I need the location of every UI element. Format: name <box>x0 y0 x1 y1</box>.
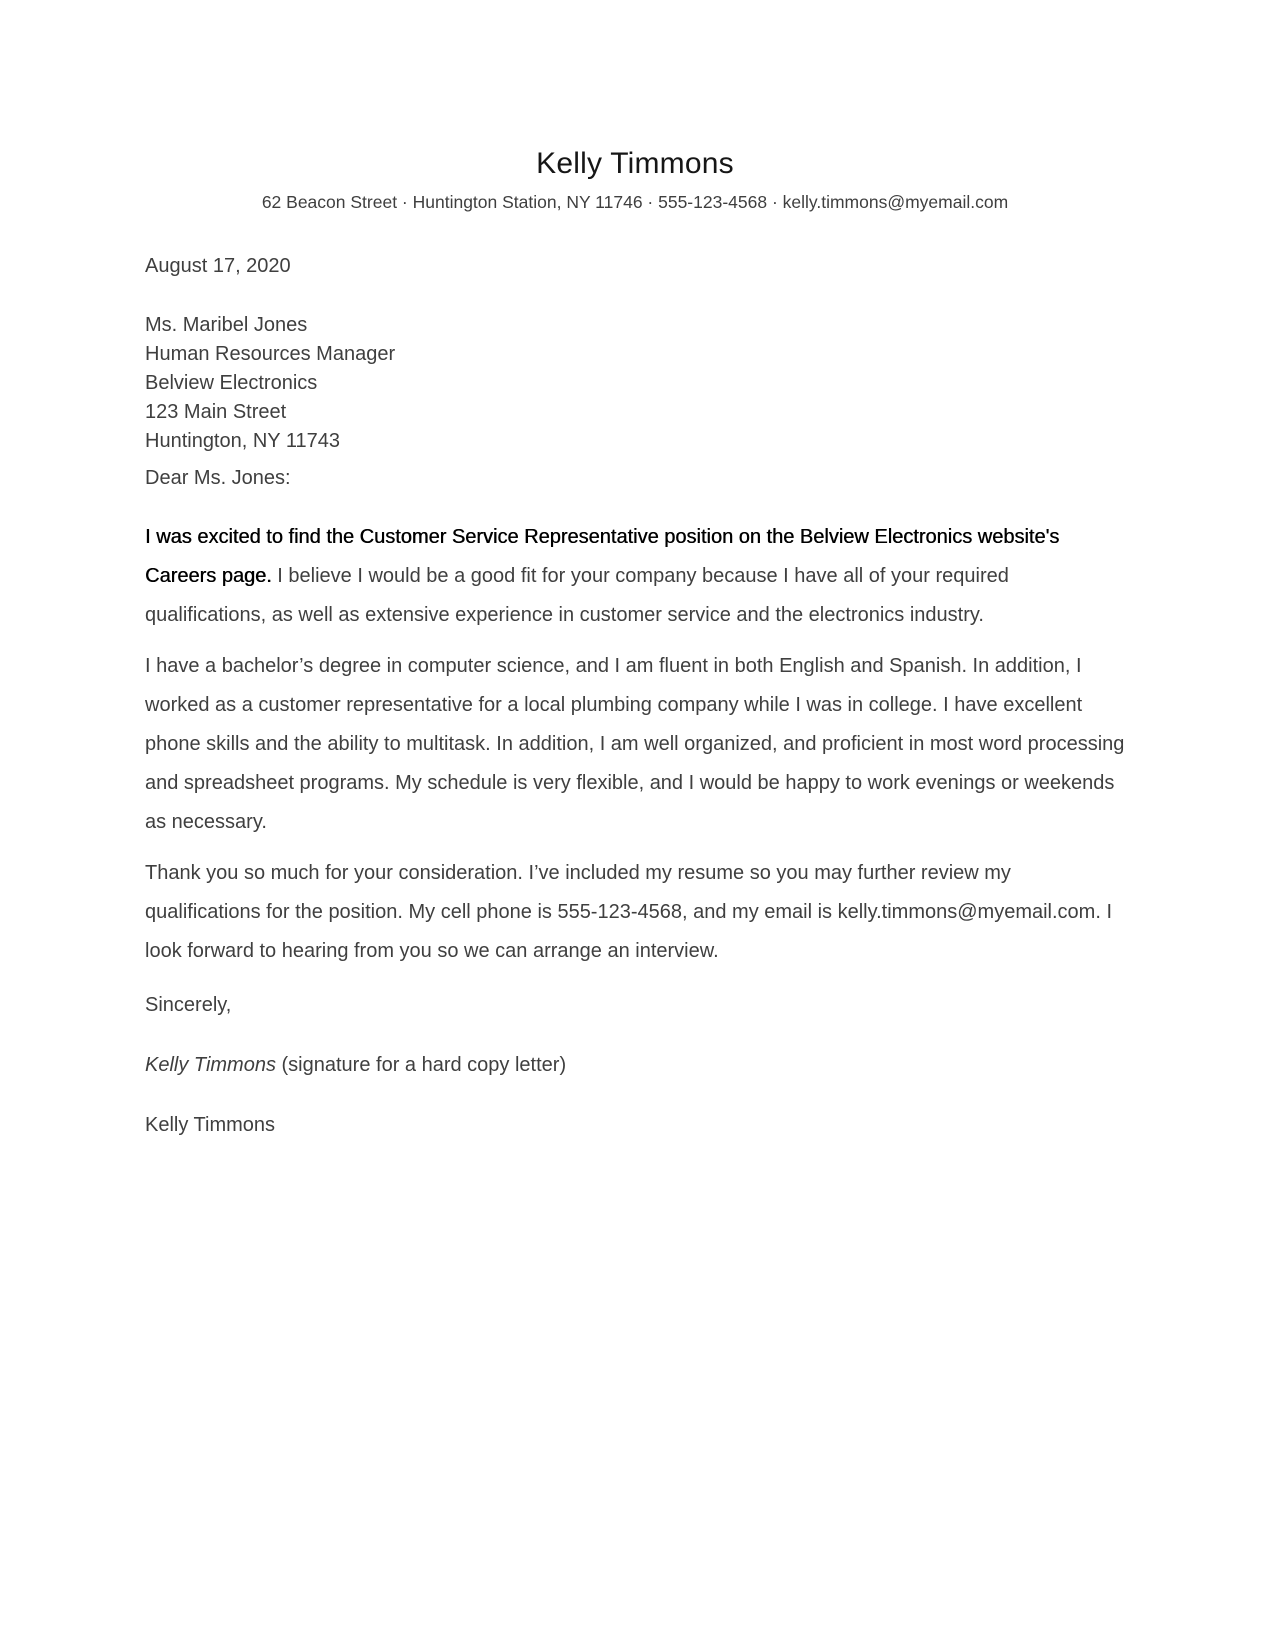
letter-header <box>145 145 1125 214</box>
signature-line <box>145 1046 1125 1085</box>
recipient-street: 123 Main Street <box>145 401 287 423</box>
closing-salutation: Sincerely, <box>145 994 232 1016</box>
intro-remainder-text: I believe I would be a good fit for your company because I have all of your required qualifications, as well as extensive experience in customer service and the electronics industry. <box>145 565 1009 626</box>
recipient-city-state-zip: Huntington, NY 11743 <box>145 430 340 452</box>
paragraph-thank-you: Thank you so much for your consideration. I’ve included my resume so you may further review my qualifications for the position. My cell phone is 555-123-4568, and my email is kelly.timmons@myemail.com. I look forward to hearing from you so we can arrange an interview. <box>145 862 1113 962</box>
typed-name: Kelly Timmons <box>145 1114 276 1136</box>
letter-date: August 17, 2020 <box>145 255 291 277</box>
paragraph-qualifications: I have a bachelor’s degree in computer science, and I am fluent in both English and Spanish. In addition, I worked as a customer representative for a local plumbing company while I was in college. I have excellent phone skills and the ability to multitask. In addition, I am well organized, and proficient in most word processing and spreadsheet programs. My schedule is very flexible, and I would be happy to work evenings or weekends as necessary. <box>145 655 1125 833</box>
recipient-title: Human Resources Manager <box>145 343 396 365</box>
contact-line: 62 Beacon Street · Huntington Station, NY 11746 · 555-123-4568 · kelly.timmons@myemail.com <box>261 192 1009 212</box>
recipient-company: Belview Electronics <box>145 372 318 394</box>
recipient-address-block <box>145 311 1125 456</box>
author-name: Kelly Timmons <box>536 147 734 180</box>
signature-name-italic: Kelly Timmons <box>145 1054 276 1076</box>
paragraph-introduction <box>145 518 1125 635</box>
signature-note: (signature for a hard copy letter) <box>275 1054 567 1076</box>
salutation: Dear Ms. Jones: <box>145 467 291 489</box>
intro-highlight-sentence: I was excited to find the Customer Service Representative position on the Belview Electronics website's Careers page. <box>145 526 1060 587</box>
recipient-name: Ms. Maribel Jones <box>145 314 308 336</box>
